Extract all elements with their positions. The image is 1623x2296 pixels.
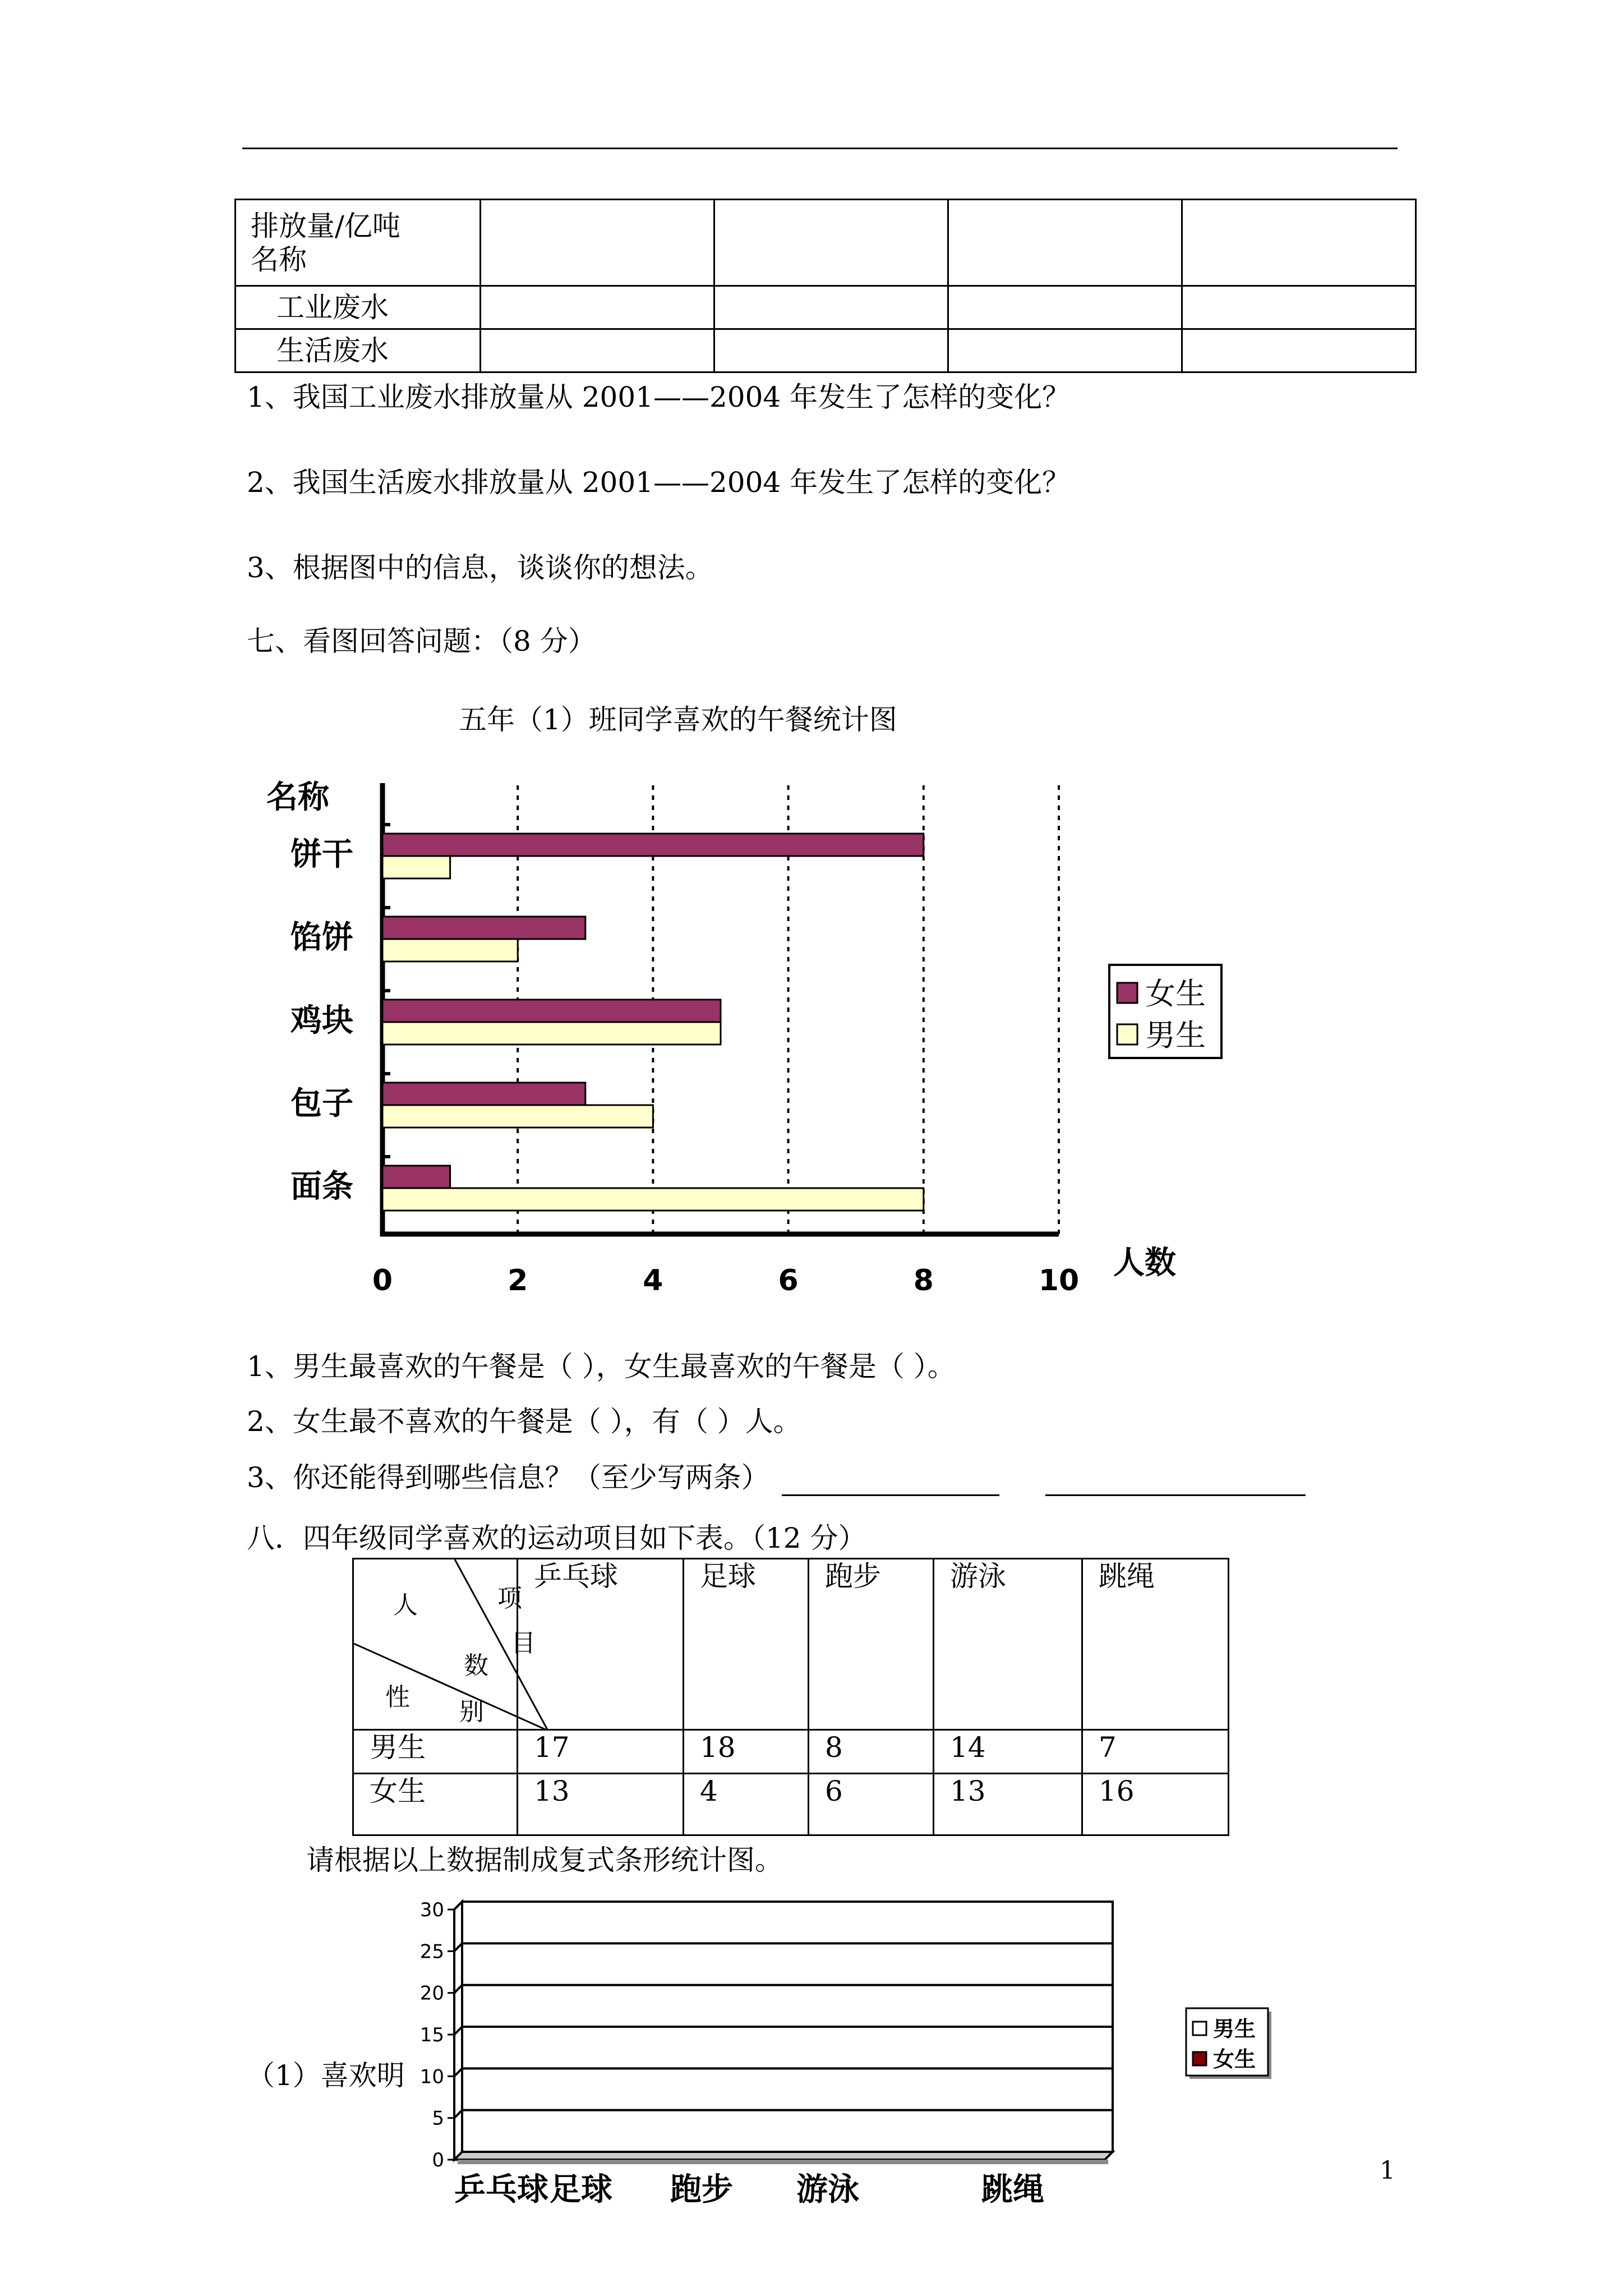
- sports-empty-chart[interactable]: [404, 1896, 1301, 2210]
- question-7-3: 3、你还能得到哪些信息？（至少写两条）: [247, 1461, 769, 1494]
- cell: 13: [518, 1774, 684, 1835]
- row-label-domestic: 生活废水: [236, 329, 481, 372]
- diag-ren: 人: [393, 1591, 418, 1619]
- header-top-label: 排放量/亿吨: [251, 209, 400, 242]
- bar-girls: [382, 1083, 585, 1105]
- diag-xing: 性: [385, 1683, 410, 1711]
- legend-swatch: [1117, 983, 1137, 1003]
- cell: 6: [809, 1774, 934, 1835]
- diag-mu: 目: [511, 1629, 536, 1658]
- floor-shadow: [458, 2160, 1108, 2164]
- cell: 17: [518, 1730, 684, 1774]
- cell: 14: [934, 1730, 1082, 1774]
- x-tick-label: 8: [913, 1264, 934, 1297]
- category-label: 面条: [291, 1168, 353, 1205]
- bar-girls: [382, 917, 585, 939]
- diag-bie: 别: [459, 1697, 484, 1726]
- answer-line-1[interactable]: [782, 1494, 999, 1496]
- col-header-football: 足球: [684, 1559, 809, 1730]
- col-header-swimming: 游泳: [934, 1559, 1082, 1730]
- section-7-heading: 七、看图回答问题：（8 分）: [247, 625, 596, 657]
- chart-instruction: 请根据以上数据制成复式条形统计图。: [306, 1844, 783, 1876]
- diag-xiang: 项: [497, 1584, 522, 1613]
- diagonal-header-cell: [353, 1559, 536, 1730]
- y-tick-label: 30: [419, 1899, 444, 1921]
- category-label: 乒乓球: [454, 2171, 548, 2208]
- col-header-pingpong: 乒乓球: [518, 1559, 684, 1730]
- legend-label: 男生: [1213, 2017, 1256, 2041]
- cell: 8: [809, 1730, 934, 1774]
- chart1-title: 五年（1）班同学喜欢的午餐统计图: [459, 703, 897, 736]
- bar-boys: [382, 856, 450, 878]
- category-label: 跑步: [670, 2171, 733, 2208]
- sports-table: [352, 1558, 1229, 1836]
- category-label: 包子: [291, 1085, 353, 1122]
- row-label-industrial: 工业废水: [236, 286, 481, 329]
- legend-label: 女生: [1145, 976, 1206, 1011]
- y-tick-label: 5: [432, 2107, 444, 2130]
- cell: 4: [684, 1774, 809, 1835]
- category-label: 饼干: [291, 836, 353, 873]
- col-header-running: 跑步: [809, 1559, 934, 1730]
- x-tick-label: 4: [643, 1264, 663, 1297]
- y-tick-label: 10: [419, 2065, 444, 2088]
- category-label: 游泳: [796, 2171, 859, 2208]
- legend-swatch: [1193, 2022, 1206, 2035]
- header-rule: [242, 148, 1398, 149]
- category-label: 鸡块: [291, 1002, 353, 1039]
- col-header-ropeskip: 跳绳: [1082, 1559, 1229, 1730]
- x-tick-label: 10: [1038, 1264, 1080, 1297]
- x-tick-label: 2: [508, 1264, 528, 1297]
- emission-table: [234, 199, 1417, 373]
- x-axis-label: 人数: [1113, 1245, 1176, 1281]
- cell: 16: [1082, 1774, 1229, 1835]
- y-tick-label: 15: [419, 2024, 444, 2046]
- chart2-side-label: （1）喜欢明: [247, 2059, 405, 2092]
- section-8-heading: 八．四年级同学喜欢的运动项目如下表。（12 分）: [247, 1522, 866, 1554]
- diag-shu: 数: [464, 1651, 488, 1680]
- bar-boys: [382, 1105, 653, 1128]
- legend-swatch: [1193, 2052, 1206, 2065]
- y-tick-label: 0: [432, 2149, 444, 2171]
- question-7-1: 1、男生最喜欢的午餐是（ ），女生最喜欢的午餐是（ ）。: [247, 1350, 956, 1383]
- category-label: 跳绳: [981, 2171, 1044, 2208]
- answer-line-2[interactable]: [1045, 1494, 1306, 1496]
- row-label-boys: 男生: [353, 1730, 518, 1774]
- y-tick-label: 20: [419, 1982, 444, 2005]
- header-bottom-label: 名称: [251, 243, 307, 276]
- cell: 7: [1082, 1730, 1229, 1774]
- page-number: 1: [1380, 2156, 1395, 2185]
- legend-swatch: [1117, 1024, 1137, 1045]
- emission-table-header-cell: [236, 200, 481, 286]
- lunch-bar-chart: [241, 769, 1223, 1301]
- category-label: 馅饼: [291, 919, 353, 956]
- bar-boys: [382, 939, 518, 961]
- bar-girls: [382, 834, 924, 856]
- bar-boys: [382, 1022, 721, 1045]
- cell: 18: [684, 1730, 809, 1774]
- category-label: 足球: [550, 2171, 612, 2208]
- cell: 13: [934, 1774, 1082, 1835]
- y-tick-label: 25: [419, 1940, 444, 1963]
- bar-girls: [382, 1166, 450, 1188]
- y-axis-label: 名称: [266, 779, 329, 816]
- legend-label: 男生: [1145, 1018, 1206, 1053]
- x-tick-label: 0: [372, 1264, 393, 1297]
- question-6-3: 3、根据图中的信息，谈谈你的想法。: [247, 551, 713, 584]
- bar-boys: [382, 1188, 924, 1211]
- bar-girls: [382, 1000, 721, 1022]
- question-6-2: 2、我国生活废水排放量从 2001——2004 年发生了怎样的变化？: [247, 466, 1071, 499]
- plot-floor: [454, 2152, 1113, 2160]
- row-label-girls: 女生: [353, 1774, 518, 1835]
- x-tick-label: 6: [778, 1264, 799, 1297]
- question-6-1: 1、我国工业废水排放量从 2001——2004 年发生了怎样的变化？: [247, 381, 1071, 413]
- question-7-2: 2、女生最不喜欢的午餐是（ ），有（ ）人。: [247, 1405, 801, 1438]
- legend-label: 女生: [1213, 2047, 1256, 2072]
